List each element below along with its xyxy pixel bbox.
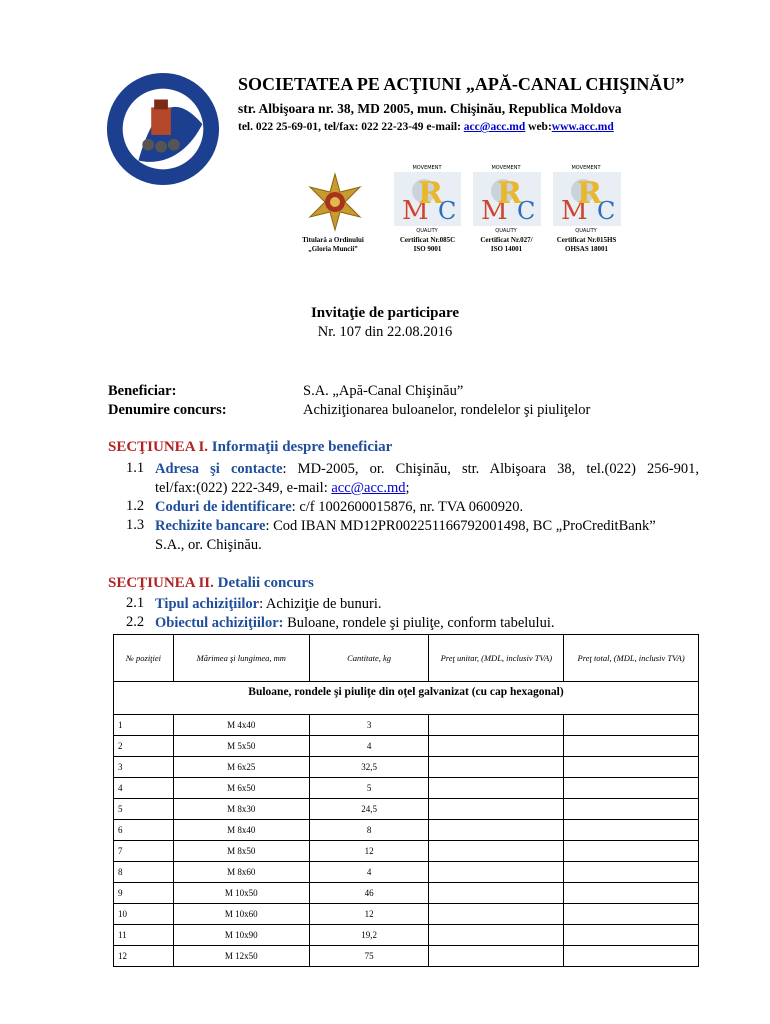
badge-c-letter: C: [597, 197, 616, 225]
cell-total-price: [564, 862, 699, 883]
concurs-value: Achiziţionarea buloanelor, rondelelor şi piuliţelor: [303, 402, 591, 418]
cell-size: M 10x50: [173, 883, 309, 904]
beneficiar-label: Beneficiar:: [108, 383, 177, 399]
table-row: [114, 757, 699, 778]
cell-unit-price: [429, 778, 564, 799]
table-group-row: [114, 682, 699, 715]
invitation-title: Invitaţie de participare: [310, 305, 460, 321]
cell-position: 11: [114, 925, 174, 946]
cert-standard: OHSAS 18001: [565, 245, 608, 253]
table-row: [114, 820, 699, 841]
cell-position: 3: [114, 757, 174, 778]
cell-size: M 8x30: [173, 799, 309, 820]
item-key: Coduri de identificare: [155, 499, 292, 515]
bank-details-line2: S.A., or. Chişinău.: [155, 537, 262, 553]
cell-quantity: 5: [309, 778, 429, 799]
header-total-price: Preţ total, (MDL, inclusiv TVA): [564, 635, 699, 682]
section-1-title: Informaţii despre beneficiar: [211, 439, 393, 455]
header-unit-price: Preţ unitar, (MDL, inclusiv TVA): [429, 635, 564, 682]
cell-quantity: 75: [309, 946, 429, 967]
badge-m-letter: M: [561, 196, 588, 226]
cell-position: 7: [114, 841, 174, 862]
quality-badge-icon: [382, 163, 473, 233]
badge-top-text: MOVEMENT: [491, 165, 521, 171]
web-label: web:: [525, 121, 552, 133]
cell-size: M 8x50: [173, 841, 309, 862]
cell-quantity: 12: [309, 904, 429, 925]
table-header-row: [114, 635, 699, 682]
contacts-phones: tel. 022 25-69-01, tel/fax: 022 22-23-49 e-mail:: [238, 121, 464, 133]
cell-position: 9: [114, 883, 174, 904]
badge-top-text: MOVEMENT: [571, 165, 601, 171]
identification-codes: [155, 498, 523, 517]
cert-standard: ISO 9001: [413, 245, 442, 253]
table-row: [114, 841, 699, 862]
medal-caption: [288, 236, 378, 254]
cell-unit-price: [429, 841, 564, 862]
invitation-number: Nr. 107 din 22.08.2016: [317, 324, 453, 340]
cell-size: M 10x90: [173, 925, 309, 946]
badge-m-letter: M: [402, 196, 429, 226]
address-contacts-line2: [155, 479, 410, 498]
table-row: [114, 715, 699, 736]
cell-position: 4: [114, 778, 174, 799]
email-link[interactable]: acc@acc.md: [463, 121, 526, 133]
table-row: [114, 862, 699, 883]
cell-size: M 5x50: [173, 736, 309, 757]
organization-address: str. Albişoara nr. 38, MD 2005, mun. Chişinău, Republica Moldova: [238, 101, 622, 116]
table-row: [114, 778, 699, 799]
cert-caption-3: [539, 236, 634, 254]
contact-email-link[interactable]: acc@acc.md: [331, 480, 406, 496]
cell-total-price: [564, 925, 699, 946]
item-number: 2.1: [126, 595, 145, 611]
cell-total-price: [564, 883, 699, 904]
cell-size: M 8x40: [173, 820, 309, 841]
section-1-heading: [108, 439, 392, 456]
table-row: [114, 925, 699, 946]
section-2-label: SECŢIUNEA II.: [108, 575, 214, 591]
item-key: Rechizite bancare: [155, 518, 266, 534]
cell-unit-price: [429, 883, 564, 904]
cell-quantity: 8: [309, 820, 429, 841]
order-medal-icon: [304, 172, 366, 232]
cell-size: M 6x25: [173, 757, 309, 778]
medal-caption-line1: Titulară a Ordinului: [302, 236, 364, 244]
table-row: [114, 736, 699, 757]
cell-unit-price: [429, 736, 564, 757]
badge-m-letter: M: [481, 196, 508, 226]
address-contacts-line1: [155, 460, 699, 479]
table-row: [114, 799, 699, 820]
cell-position: 6: [114, 820, 174, 841]
certification-badge-iso14001: [461, 163, 552, 233]
cell-unit-price: [429, 799, 564, 820]
cert-number: Certificat Nr.027/: [480, 236, 533, 244]
badge-bottom-text: QUALITY: [575, 228, 597, 233]
item-text: : c/f 1002600015876, nr. TVA 0600920.: [291, 499, 524, 515]
procurement-table: [113, 634, 699, 967]
cell-total-price: [564, 946, 699, 967]
cell-unit-price: [429, 715, 564, 736]
cell-total-price: [564, 715, 699, 736]
cell-quantity: 12: [309, 841, 429, 862]
website-link[interactable]: www.acc.md: [551, 121, 614, 133]
item-key: Tipul achiziţiilor: [155, 596, 260, 612]
cell-quantity: 32,5: [309, 757, 429, 778]
badge-r-letter: R: [418, 176, 443, 211]
cell-quantity: 3: [309, 715, 429, 736]
cell-quantity: 24,5: [309, 799, 429, 820]
item-key: Adresa şi contacte: [155, 461, 283, 477]
item-number: 2.2: [126, 614, 145, 630]
cell-size: M 12x50: [173, 946, 309, 967]
cell-size: M 10x60: [173, 904, 309, 925]
certification-badge-iso9001: [382, 163, 473, 233]
badge-top-text: MOVEMENT: [412, 165, 442, 171]
item-number: 1.2: [126, 498, 145, 514]
cell-total-price: [564, 799, 699, 820]
header-position: № poziţiei: [114, 635, 174, 682]
quality-badge-icon: [541, 163, 632, 233]
cell-position: 2: [114, 736, 174, 757]
concurs-label: Denumire concurs:: [108, 402, 227, 418]
badge-bottom-text: QUALITY: [495, 228, 517, 233]
cert-standard: ISO 14001: [490, 245, 523, 253]
cell-unit-price: [429, 820, 564, 841]
badge-c-letter: C: [438, 197, 457, 225]
badge-r-letter: R: [497, 176, 522, 211]
cell-position: 5: [114, 799, 174, 820]
cell-size: M 6x50: [173, 778, 309, 799]
quality-badge-icon: [461, 163, 552, 233]
cell-unit-price: [429, 946, 564, 967]
procurement-type: [155, 595, 382, 614]
organization-name: SOCIETATEA PE ACŢIUNI „APĂ-CANAL CHIŞINĂU”: [238, 74, 685, 94]
procurement-object: [155, 614, 554, 633]
item-text: : Cod IBAN MD12PR002251166792001498, BC „ProCreditBank”: [265, 518, 656, 534]
cell-position: 12: [114, 946, 174, 967]
table-row: [114, 883, 699, 904]
cell-total-price: [564, 778, 699, 799]
cell-unit-price: [429, 904, 564, 925]
company-logo-icon: [104, 70, 222, 188]
cell-total-price: [564, 841, 699, 862]
section-1-label: SECŢIUNEA I.: [108, 439, 209, 455]
medal-caption-line2: „Gloria Muncii”: [308, 245, 358, 253]
item-text: : MD-2005, or. Chişinău, str. Albişoara 38, tel.(022) 256-901,: [282, 461, 699, 477]
header-size: Mărimea şi lungimea, mm: [173, 635, 309, 682]
cell-unit-price: [429, 862, 564, 883]
badge-r-letter: R: [577, 176, 602, 211]
cert-number: Certificat Nr.085C: [399, 236, 456, 244]
group-title: Buloane, rondele şi piuliţe din oţel galvanizat (cu cap hexagonal): [114, 682, 699, 715]
cell-position: 1: [114, 715, 174, 736]
cell-size: M 8x60: [173, 862, 309, 883]
certification-badge-ohsas18001: [541, 163, 632, 233]
cell-position: 10: [114, 904, 174, 925]
table-body: [114, 682, 699, 967]
cell-total-price: [564, 820, 699, 841]
organization-contacts: [238, 121, 614, 133]
section-2-title: Detalii concurs: [217, 575, 314, 591]
cell-quantity: 4: [309, 736, 429, 757]
table-row: [114, 946, 699, 967]
item-number: 1.1: [126, 460, 145, 476]
cell-total-price: [564, 904, 699, 925]
item-key: Obiectul achiziţiilor:: [155, 615, 284, 631]
cell-quantity: 46: [309, 883, 429, 904]
bank-details-line1: [155, 517, 656, 536]
item-text2: tel/fax:(022) 222-349, e-mail:: [155, 480, 332, 496]
badge-c-letter: C: [517, 197, 536, 225]
cell-total-price: [564, 736, 699, 757]
beneficiar-value: S.A. „Apă-Canal Chişinău”: [303, 383, 464, 399]
item-text: : Achiziţie de bunuri.: [259, 596, 382, 612]
badge-bottom-text: QUALITY: [416, 228, 438, 233]
cell-position: 8: [114, 862, 174, 883]
cell-quantity: 4: [309, 862, 429, 883]
header-quantity: Cantitate, kg: [309, 635, 429, 682]
table-row: [114, 904, 699, 925]
cell-total-price: [564, 757, 699, 778]
cert-number: Certificat Nr.015HS: [556, 236, 617, 244]
cell-quantity: 19,2: [309, 925, 429, 946]
cell-unit-price: [429, 757, 564, 778]
cell-size: M 4x40: [173, 715, 309, 736]
cell-unit-price: [429, 925, 564, 946]
section-2-heading: [108, 575, 314, 592]
item-tail: ;: [405, 480, 410, 496]
item-text: Buloane, rondele şi piuliţe, conform tabelului.: [283, 615, 555, 631]
item-number: 1.3: [126, 517, 145, 533]
